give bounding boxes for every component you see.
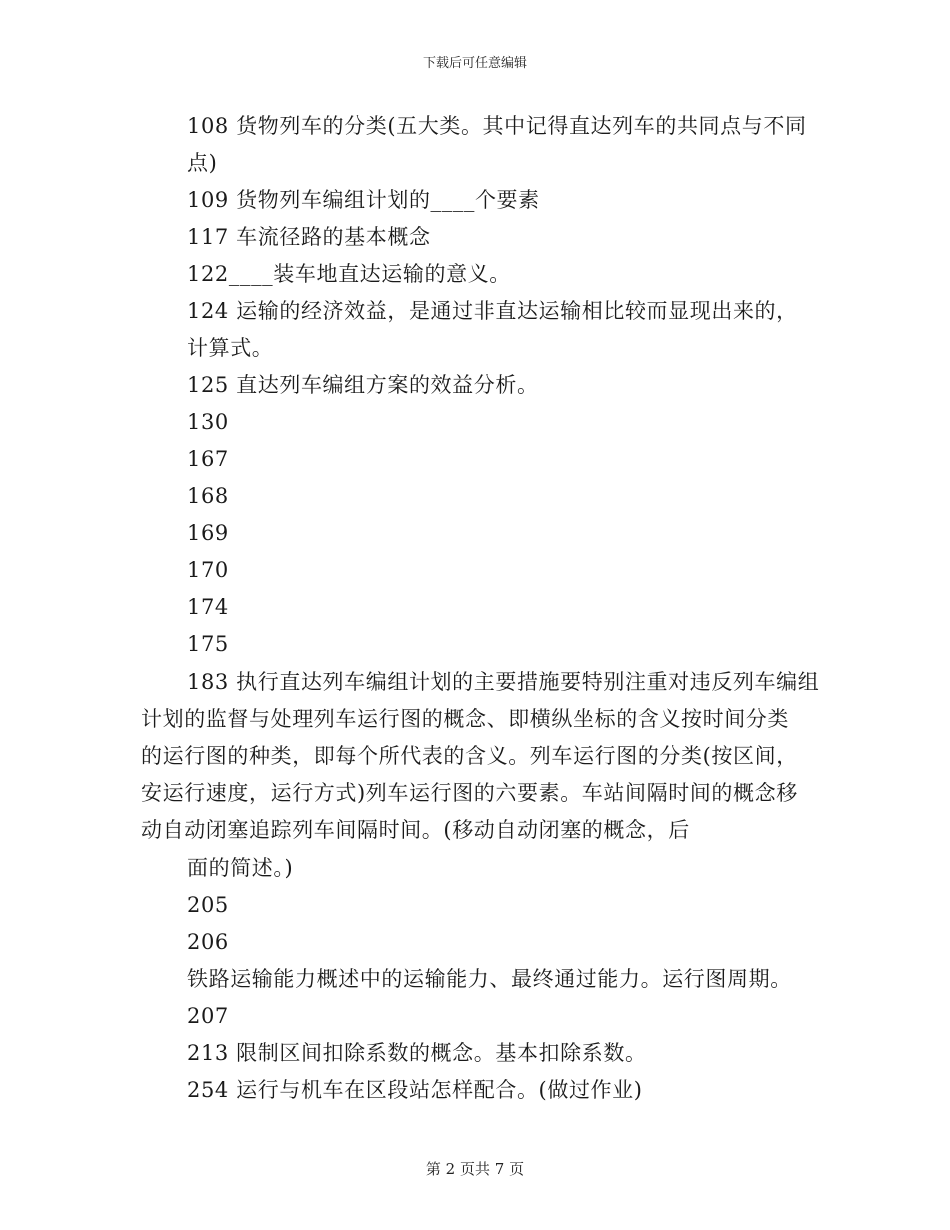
text-line-183-cont-3: 安运行速度，运行方式)列车运行图的六要素。车站间隔时间的概念移 <box>141 781 798 805</box>
text-line-109: 109 货物列车编组计划的____个要素 <box>187 188 540 212</box>
text-line-122: 122____装车地直达运输的意义。 <box>187 262 511 286</box>
text-line-125: 125 直达列车编组方案的效益分析。 <box>187 373 539 397</box>
text-line-254: 254 运行与机车在区段站怎样配合。(做过作业) <box>187 1078 643 1102</box>
text-line-108: 108 货物列车的分类(五大类。其中记得直达列车的共同点与不同 <box>187 114 807 138</box>
text-line-167: 167 <box>187 447 229 471</box>
text-line-206: 206 <box>187 930 229 954</box>
page-header: 下载后可任意编辑 <box>422 56 527 71</box>
page-footer: 第 2 页共 7 页 <box>425 1160 525 1178</box>
text-line-169: 169 <box>187 521 229 545</box>
text-line-124-cont: 计算式。 <box>187 336 274 360</box>
text-line-213: 213 限制区间扣除系数的概念。基本扣除系数。 <box>187 1041 647 1065</box>
text-line-175: 175 <box>187 632 229 656</box>
text-line-117: 117 车流径路的基本概念 <box>187 225 431 249</box>
text-line-183-cont-1: 计划的监督与处理列车运行图的概念、即横纵坐标的含义按时间分类 <box>141 707 789 731</box>
text-line-183-cont-4: 动自动闭塞追踪列车间隔时间。(移动自动闭塞的概念，后 <box>141 818 690 842</box>
text-line-183: 183 执行直达列车编组计划的主要措施要特别注重对违反列车编组 <box>187 670 820 694</box>
text-line-168: 168 <box>187 484 229 508</box>
text-line-capacity: 铁路运输能力概述中的运输能力、最终通过能力。运行图周期。 <box>187 967 792 991</box>
text-line-174: 174 <box>187 595 229 619</box>
text-line-207: 207 <box>187 1004 229 1028</box>
text-line-170: 170 <box>187 558 229 582</box>
text-line-130: 130 <box>187 410 229 434</box>
text-line-183-cont-2: 的运行图的种类，即每个所代表的含义。列车运行图的分类(按区间， <box>141 744 798 768</box>
text-line-205: 205 <box>187 893 229 917</box>
text-line-108-cont: 点) <box>187 151 218 175</box>
text-line-183-cont-5: 面的简述。) <box>187 856 294 880</box>
text-line-124: 124 运输的经济效益，是通过非直达运输相比较而显现出来的， <box>187 299 798 323</box>
